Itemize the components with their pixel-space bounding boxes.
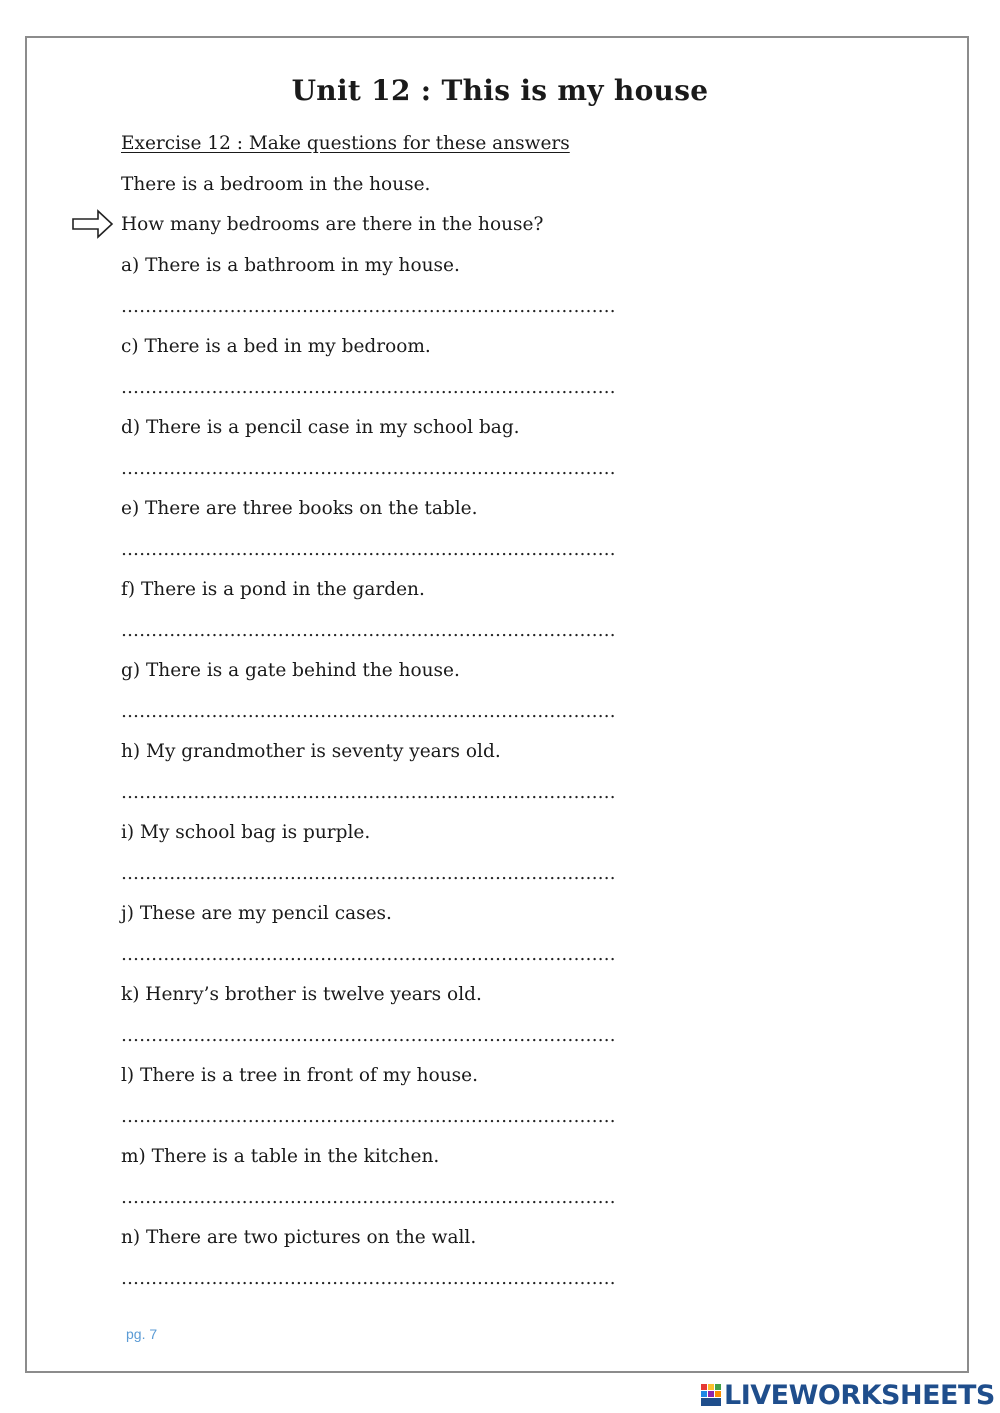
answer-line[interactable]: ………………………………………………………………………. bbox=[121, 945, 616, 965]
item-statement: g) There is a gate behind the house. bbox=[121, 660, 460, 681]
list-item bbox=[121, 498, 721, 579]
item-statement: j) These are my pencil cases. bbox=[121, 903, 392, 924]
item-statement: c) There is a bed in my bedroom. bbox=[121, 336, 431, 357]
list-item bbox=[121, 741, 721, 822]
example-question: How many bedrooms are there in the house? bbox=[121, 214, 544, 235]
question-list bbox=[121, 255, 721, 1308]
item-statement: m) There is a table in the kitchen. bbox=[121, 1146, 440, 1167]
list-item bbox=[121, 255, 721, 336]
answer-line[interactable]: ………………………………………………………………………. bbox=[121, 783, 616, 803]
list-item bbox=[121, 984, 721, 1065]
list-item bbox=[121, 903, 721, 984]
list-item bbox=[121, 660, 721, 741]
exercise-instruction: Exercise 12 : Make questions for these answers bbox=[121, 133, 570, 154]
list-item bbox=[121, 417, 721, 498]
list-item bbox=[121, 336, 721, 417]
list-item bbox=[121, 1065, 721, 1146]
item-statement: i) My school bag is purple. bbox=[121, 822, 371, 843]
item-statement: l) There is a tree in front of my house. bbox=[121, 1065, 478, 1086]
brand-text: LIVEWORKSHEETS bbox=[724, 1379, 995, 1411]
answer-line[interactable]: ………………………………………………………………………. bbox=[121, 1269, 616, 1289]
item-statement: f) There is a pond in the garden. bbox=[121, 579, 425, 600]
page-number: pg. 7 bbox=[126, 1326, 158, 1342]
answer-line[interactable]: ………………………………………………………………………. bbox=[121, 1107, 616, 1127]
liveworksheets-logo-icon bbox=[700, 1383, 722, 1407]
answer-line[interactable]: ………………………………………………………………………. bbox=[121, 702, 616, 722]
answer-line[interactable]: ………………………………………………………………………. bbox=[121, 864, 616, 884]
answer-line[interactable]: ………………………………………………………………………. bbox=[121, 297, 616, 317]
answer-line[interactable]: ………………………………………………………………………. bbox=[121, 621, 616, 641]
example-statement: There is a bedroom in the house. bbox=[121, 174, 431, 195]
item-statement: h) My grandmother is seventy years old. bbox=[121, 741, 501, 762]
answer-line[interactable]: ………………………………………………………………………. bbox=[121, 1026, 616, 1046]
item-statement: e) There are three books on the table. bbox=[121, 498, 478, 519]
item-statement: n) There are two pictures on the wall. bbox=[121, 1227, 477, 1248]
list-item bbox=[121, 1227, 721, 1308]
answer-line[interactable]: ………………………………………………………………………. bbox=[121, 459, 616, 479]
answer-line[interactable]: ………………………………………………………………………. bbox=[121, 1188, 616, 1208]
list-item bbox=[121, 822, 721, 903]
list-item bbox=[121, 1146, 721, 1227]
brand-logo[interactable] bbox=[700, 1380, 995, 1410]
answer-line[interactable]: ………………………………………………………………………. bbox=[121, 378, 616, 398]
list-item bbox=[121, 579, 721, 660]
item-statement: a) There is a bathroom in my house. bbox=[121, 255, 460, 276]
right-arrow-icon bbox=[72, 208, 114, 240]
item-statement: d) There is a pencil case in my school bag. bbox=[121, 417, 520, 438]
item-statement: k) Henry’s brother is twelve years old. bbox=[121, 984, 482, 1005]
answer-line[interactable]: ………………………………………………………………………. bbox=[121, 540, 616, 560]
page-title: Unit 12 : This is my house bbox=[291, 74, 709, 107]
